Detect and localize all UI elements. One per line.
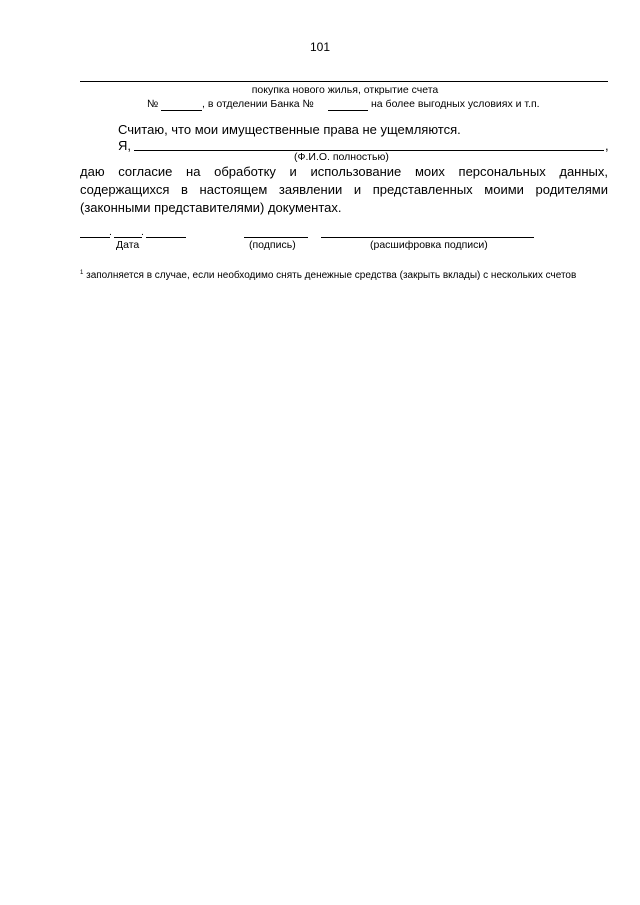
top-fill-line	[80, 81, 608, 82]
footnote-text: заполняется в случае, если необходимо снять денежные средства (закрыть вклады) с нескольких счетов	[86, 270, 577, 281]
page-number: 101	[309, 40, 331, 54]
branch-number-blank	[328, 110, 368, 111]
signature-decoding-label: (расшифровка подписи)	[370, 239, 488, 251]
conditions-text: на более выгодных условиях и т.п.	[371, 98, 540, 110]
date-separator-2: .	[141, 226, 144, 238]
date-month-blank	[114, 237, 142, 238]
signature-blank	[244, 237, 308, 238]
purpose-text: покупка нового жилья, открытие счета	[251, 84, 439, 96]
account-number-blank	[161, 110, 202, 111]
account-number-sign: №	[147, 98, 159, 110]
bank-branch-text: , в отделении Банка №	[202, 98, 314, 110]
footnote-marker: 1	[80, 270, 84, 276]
consent-paragraph: даю согласие на обработку и использование моих персональных данных, содержащихся в настоящем заявлении и представленных моими родителями (законными представителями) документах.	[80, 164, 608, 215]
signature-label: (подпись)	[249, 239, 296, 251]
signature-decoding-blank	[321, 237, 534, 238]
name-suffix: ,	[605, 138, 609, 153]
rights-statement: Считаю, что мои имущественные права не ущемляются.	[118, 122, 461, 137]
date-label: Дата	[116, 239, 140, 251]
name-prefix: Я,	[118, 138, 131, 153]
date-year-blank	[146, 237, 186, 238]
full-name-caption: (Ф.И.О. полностью)	[294, 151, 389, 163]
date-day-blank	[80, 237, 110, 238]
date-separator-1: .	[109, 226, 112, 238]
footnote	[80, 266, 608, 283]
